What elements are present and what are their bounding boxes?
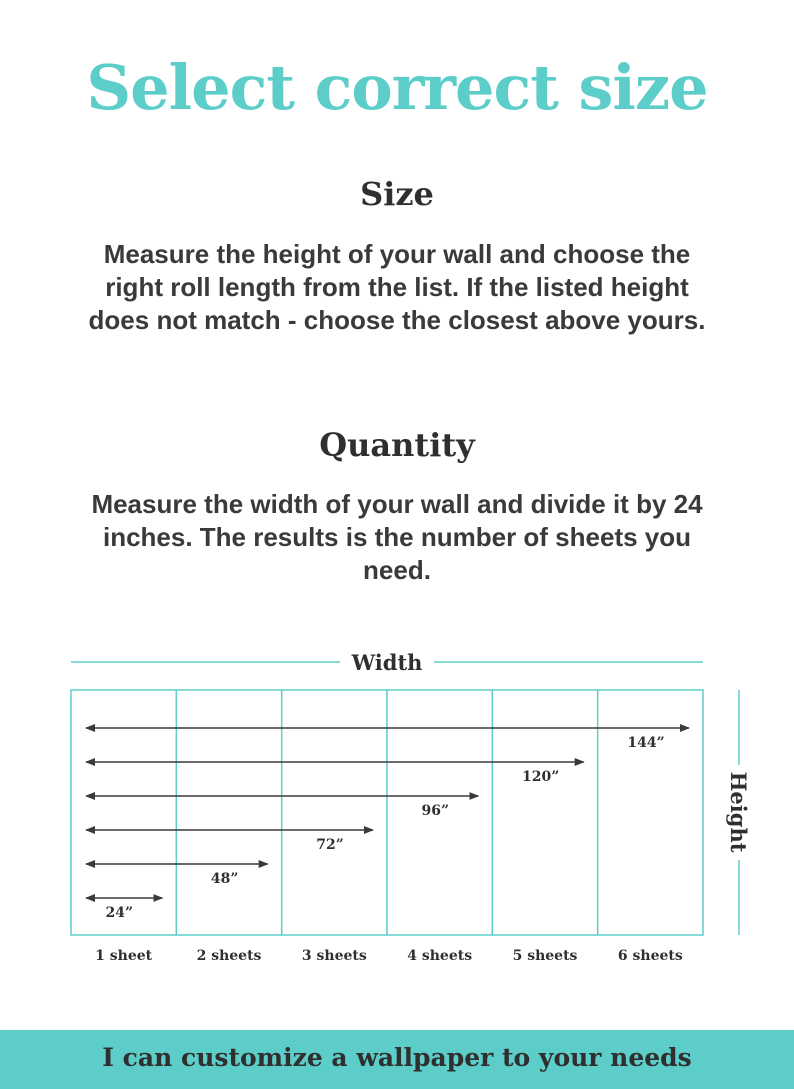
sheet-count-label: 3 sheets bbox=[301, 948, 367, 964]
footer-text: I can customize a wallpaper to your needs bbox=[102, 1043, 692, 1072]
height-label: Height bbox=[726, 771, 751, 853]
width-value-label: 96” bbox=[421, 803, 450, 819]
size-description: Measure the height of your wall and choose the right roll length from the list. If the listed height does not match - choose the closest above yours. bbox=[88, 239, 706, 335]
sheet-count-label: 4 sheets bbox=[407, 948, 473, 964]
sheet-count-label: 1 sheet bbox=[95, 948, 153, 964]
width-value-label: 120” bbox=[522, 769, 560, 785]
width-label: Width bbox=[351, 650, 423, 675]
width-value-label: 48” bbox=[210, 871, 239, 887]
width-value-label: 144” bbox=[627, 735, 665, 751]
sheet-count-label: 2 sheets bbox=[196, 948, 262, 964]
quantity-description: Measure the width of your wall and divide it by 24 inches. The results is the number of sheets you need. bbox=[91, 489, 703, 585]
sheet-count-label: 5 sheets bbox=[512, 948, 578, 964]
width-value-label: 72” bbox=[316, 837, 344, 853]
width-value-label: 24” bbox=[105, 905, 134, 921]
size-heading: Size bbox=[360, 175, 434, 213]
quantity-heading: Quantity bbox=[319, 426, 475, 464]
page-title: Select correct size bbox=[86, 51, 708, 124]
sheet-count-label: 6 sheets bbox=[617, 948, 683, 964]
